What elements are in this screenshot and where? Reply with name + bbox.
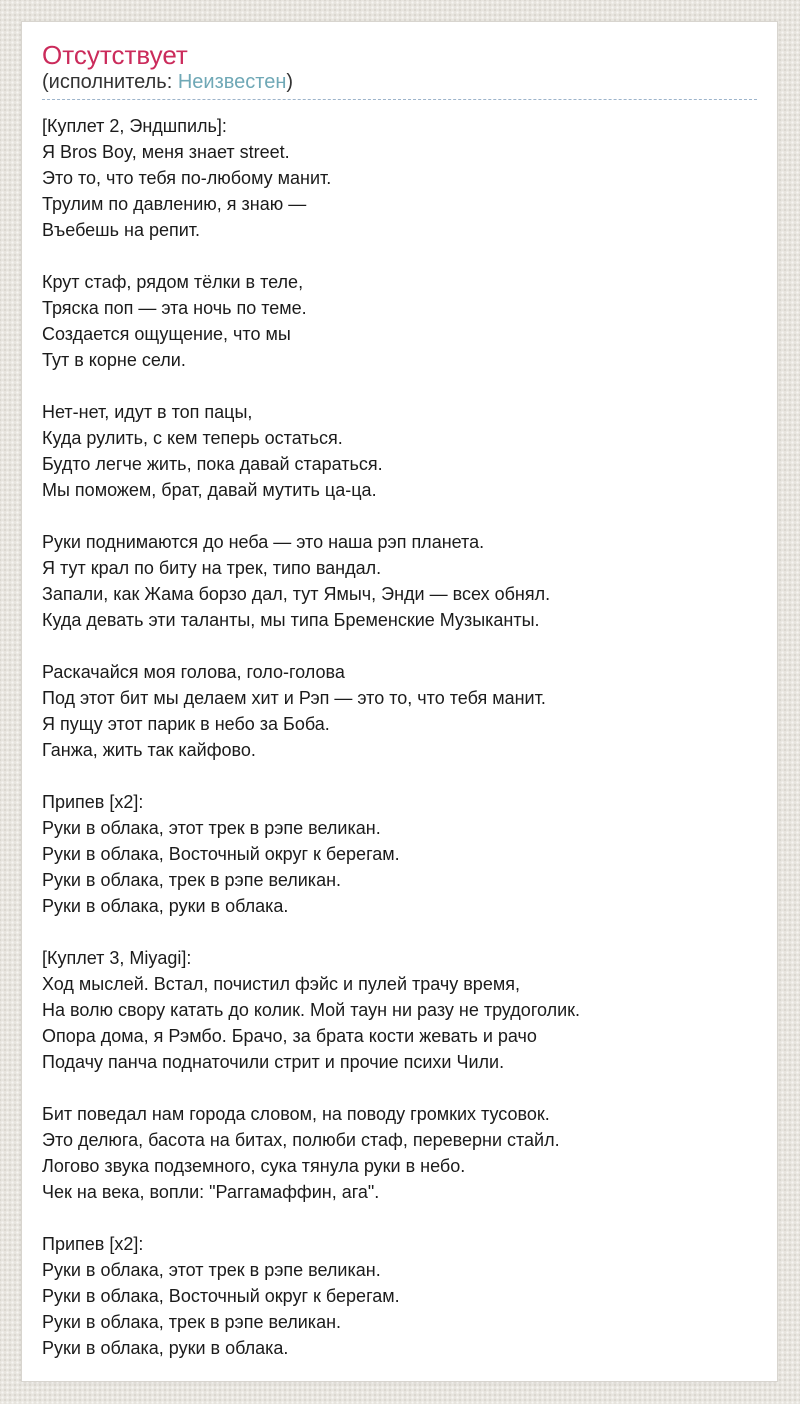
artist-label-prefix: (исполнитель: bbox=[42, 71, 178, 93]
lyrics-stanza: Припев [x2]: Руки в облака, этот трек в рэпе великан. Руки в облака, Восточный округ к берегам. Руки в облака, трек в рэпе великан. Руки в облака, руки в облака. bbox=[42, 792, 400, 916]
lyrics-stanza: Нет-нет, идут в топ пацы, Куда рулить, с кем теперь остаться. Будто легче жить, пока давай стараться. Мы поможем, брат, давай мутить ца-ца. bbox=[42, 402, 383, 500]
lyrics-stanza: Раскачайся моя голова, голо-голова Под этот бит мы делаем хит и Рэп — это то, что тебя манит. Я пущу этот парик в небо за Боба. Ганжа, жить так кайфово. bbox=[42, 662, 546, 760]
song-title: Отсутствует bbox=[42, 40, 188, 70]
artist-label-suffix: ) bbox=[286, 71, 294, 93]
lyrics-card bbox=[21, 21, 778, 1382]
artist-line bbox=[42, 70, 757, 94]
lyrics-stanza: Руки поднимаются до неба — это наша рэп планета. Я тут крал по биту на трек, типо вандал. Запали, как Жама борзо дал, тут Ямыч, Энди — всех обнял. Куда девать эти таланты, мы типа Бременские Музыканты. bbox=[42, 532, 551, 630]
lyrics-text bbox=[42, 113, 757, 1361]
lyrics-stanza: Бит поведал нам города словом, на поводу громких тусовок. Это делюга, басота на битах, полюби стаф, переверни стайл. Логово звука подземного, сука тянула руки в небо. Чек на века, вопли: "Раггамаффин, ага". bbox=[42, 1104, 560, 1202]
lyrics-stanza: Крут стаф, рядом тёлки в теле, Тряска поп — эта ночь по теме. Создается ощущение, что мы Тут в корне сели. bbox=[42, 272, 307, 370]
lyrics-stanza: [Куплет 3, Miyagi]: Ход мыслей. Встал, почистил фэйс и пулей трачу время, На волю свору катать до колик. Мой таун ни разу не трудоголик. Опора дома, я Рэмбо. Брачо, за брата кости жевать и рачо Подачу панча поднаточили стрит и прочие психи Чили. bbox=[42, 948, 581, 1072]
song-header bbox=[42, 40, 757, 100]
lyrics-stanza: [Куплет 2, Эндшпиль]: Я Bros Boy, меня знает street. Это то, что тебя по-любому манит. Трулим по давлению, я знаю — Въебешь на репит. bbox=[42, 116, 332, 240]
artist-link[interactable]: Неизвестен bbox=[177, 71, 287, 93]
lyrics-stanza: Припев [x2]: Руки в облака, этот трек в рэпе великан. Руки в облака, Восточный округ к берегам. Руки в облака, трек в рэпе великан. Руки в облака, руки в облака. bbox=[42, 1234, 400, 1358]
